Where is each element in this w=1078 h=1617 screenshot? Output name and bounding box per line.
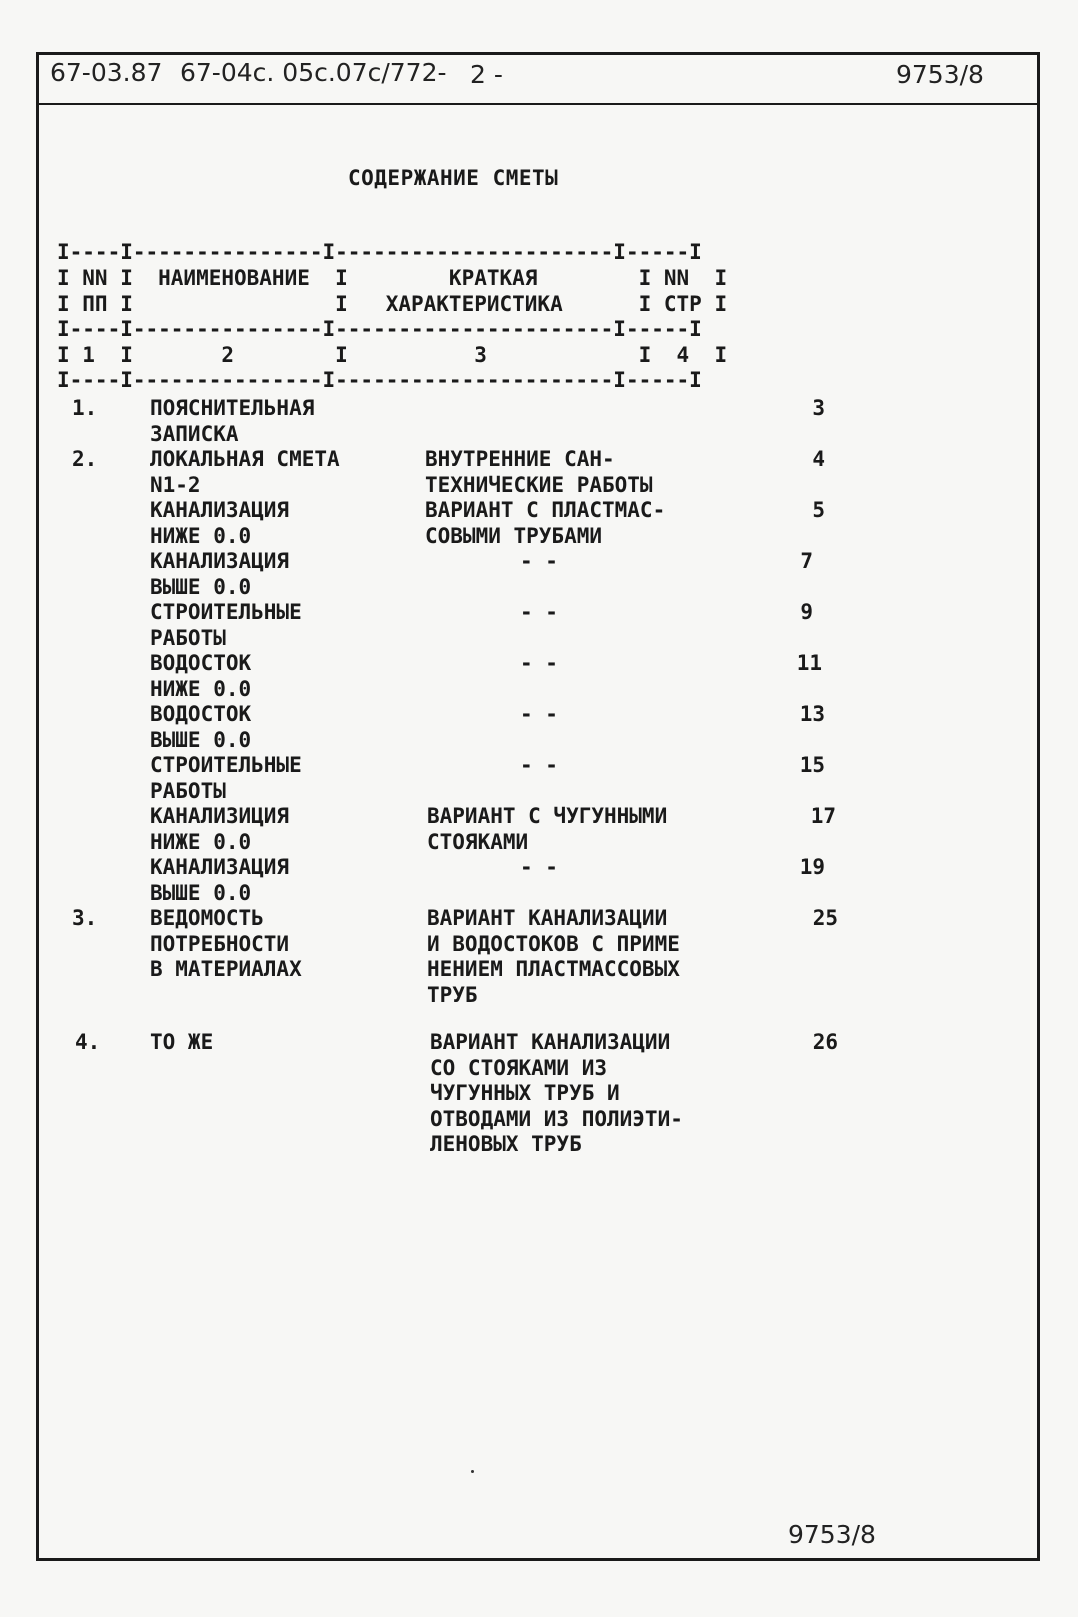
row-name: КАНАЛИЗИЦИЯ НИЖЕ 0.0: [150, 804, 290, 854]
row-page: 13: [799, 702, 825, 726]
row-description: - -: [520, 702, 558, 726]
row-page: 17: [810, 804, 836, 828]
row-number: 3.: [72, 906, 98, 930]
row-name: ВЕДОМОСТЬ ПОТРЕБНОСТИ В МАТЕРИАЛАХ: [150, 906, 302, 982]
row-name: СТРОИТЕЛЬНЫЕ РАБОТЫ: [150, 600, 302, 650]
document-title: СОДЕРЖАНИЕ СМЕТЫ: [348, 166, 559, 190]
row-description: ВАРИАНТ КАНАЛИЗАЦИИ СО СТОЯКАМИ ИЗ ЧУГУННЫХ ТРУБ И ОТВОДАМИ ИЗ ПОЛИЭТИ- ЛЕНОВЫХ ТРУБ: [430, 1030, 683, 1157]
row-description: - -: [520, 753, 558, 777]
row-description: - -: [520, 651, 558, 675]
row-page: 7: [800, 549, 813, 573]
table-header-line: I----I---------------I----------------------I-----I: [57, 240, 702, 264]
row-description: ВНУТРЕННИЕ САН- ТЕХНИЧЕСКИЕ РАБОТЫ: [425, 447, 653, 497]
row-description: - -: [520, 549, 558, 573]
row-description: - -: [520, 600, 558, 624]
row-number: 4.: [75, 1030, 101, 1054]
table-header-line: I----I---------------I----------------------I-----I: [57, 317, 702, 341]
row-description: ВАРИАНТ КАНАЛИЗАЦИИ И ВОДОСТОКОВ С ПРИМЕ НЕНИЕМ ПЛАСТМАССОВЫХ ТРУБ: [427, 906, 680, 1007]
row-description: - -: [520, 855, 558, 879]
row-page: 5: [812, 498, 825, 522]
row-name: КАНАЛИЗАЦИЯ НИЖЕ 0.0: [150, 498, 290, 548]
row-page: 19: [799, 855, 825, 879]
row-name: ВОДОСТОК ВЫШЕ 0.0: [150, 702, 252, 752]
header-sheet-number: 9753/8: [896, 60, 984, 89]
row-description: ВАРИАНТ С ЧУГУННЫМИ СТОЯКАМИ: [427, 804, 668, 854]
row-page: 4: [812, 447, 825, 471]
row-name: ЛОКАЛЬНАЯ СМЕТА N1-2: [150, 447, 340, 497]
header-code-left: 67-03.87: [50, 58, 163, 87]
row-page: 11: [796, 651, 822, 675]
row-page: 26: [812, 1030, 838, 1054]
row-name: ПОЯСНИТЕЛЬНАЯ ЗАПИСКА: [150, 396, 315, 446]
header-code-middle: 67-04c. 05c.07c/772-: [180, 58, 447, 87]
header-page-mark: 2 -: [470, 60, 503, 89]
row-page: 15: [799, 753, 825, 777]
row-name: ТО ЖЕ: [150, 1030, 214, 1054]
table-header-line: I 1 I 2 I 3 I 4 I: [57, 343, 728, 367]
header-divider: [36, 103, 1040, 105]
row-number: 2.: [72, 447, 98, 471]
row-page: 3: [812, 396, 825, 420]
row-name: КАНАЛИЗАЦИЯ ВЫШЕ 0.0: [150, 549, 290, 599]
row-page: 9: [800, 600, 813, 624]
row-name: СТРОИТЕЛЬНЫЕ РАБОТЫ: [150, 753, 302, 803]
row-page: 25: [812, 906, 838, 930]
row-description: ВАРИАНТ С ПЛАСТМАС- СОВЫМИ ТРУБАМИ: [425, 498, 666, 548]
footer-sheet-number: 9753/8: [788, 1520, 876, 1549]
row-number: 1.: [72, 396, 98, 420]
speck: [471, 1470, 474, 1473]
row-name: КАНАЛИЗАЦИЯ ВЫШЕ 0.0: [150, 855, 290, 905]
table-header-line: I ПП I I ХАРАКТЕРИСТИКА I СТР I: [57, 292, 728, 316]
row-name: ВОДОСТОК НИЖЕ 0.0: [150, 651, 252, 701]
table-header-line: I----I---------------I----------------------I-----I: [57, 368, 702, 392]
table-header-line: I NN I НАИМЕНОВАНИЕ I КРАТКАЯ I NN I: [57, 266, 728, 290]
